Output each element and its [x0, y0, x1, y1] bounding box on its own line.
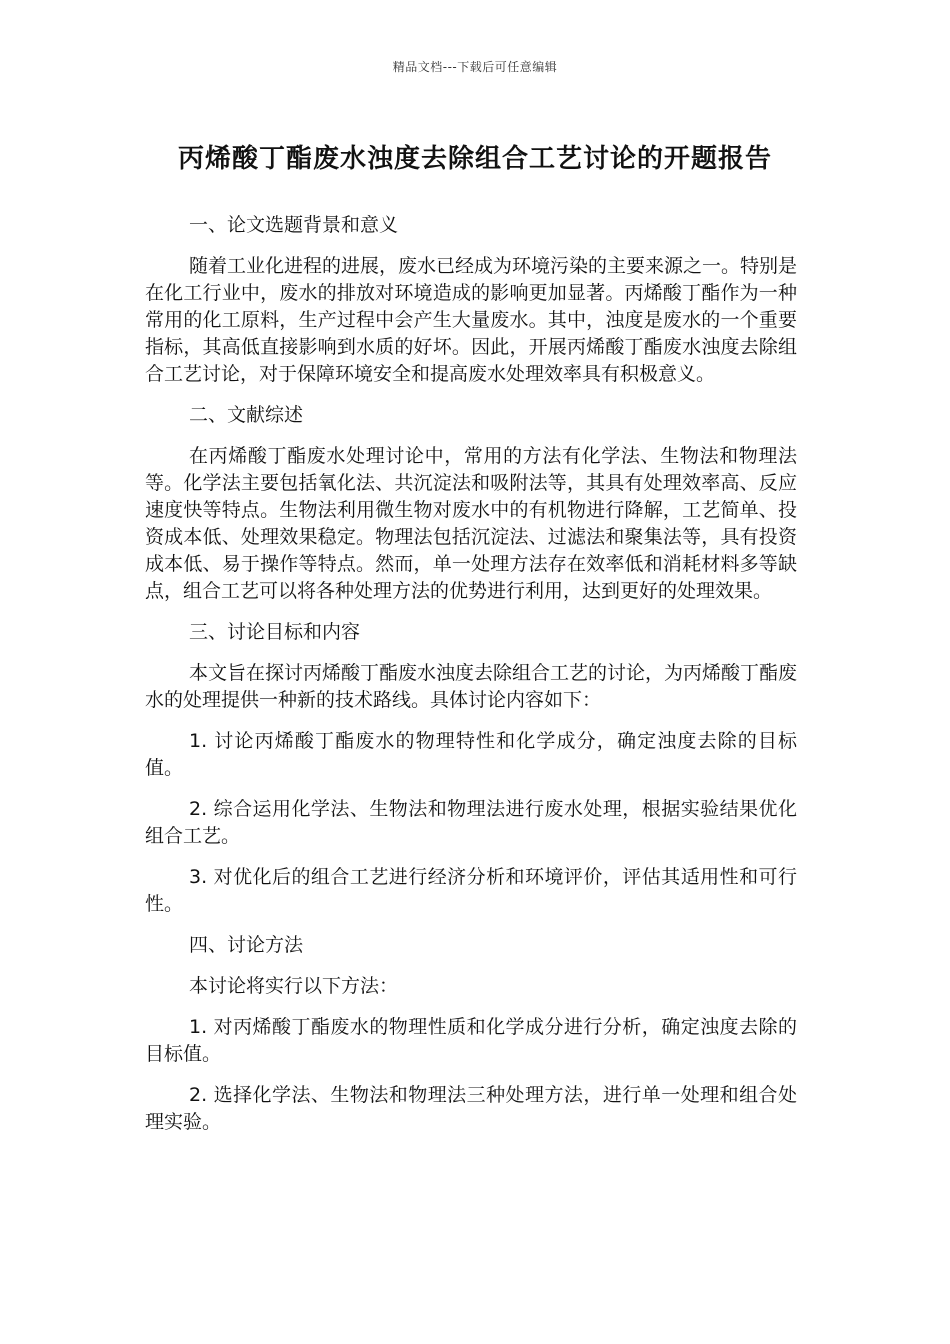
paragraph-objectives: 本文旨在探讨丙烯酸丁酯废水浊度去除组合工艺的讨论，为丙烯酸丁酯废水的处理提供一种新的技术路线。具体讨论内容如下： — [145, 662, 798, 711]
section-heading-literature: 二、文献综述 — [189, 404, 304, 426]
section-heading-background: 一、论文选题背景和意义 — [189, 214, 399, 236]
section-heading-methods: 四、讨论方法 — [189, 934, 304, 956]
list-item-objective-1: 1. 讨论丙烯酸丁酯废水的物理特性和化学成分，确定浊度去除的目标值。 — [145, 730, 797, 779]
list-item-method-1: 1. 对丙烯酸丁酯废水的物理性质和化学成分进行分析，确定浊度去除的目标值。 — [145, 1016, 797, 1065]
paragraph-methods: 本讨论将实行以下方法： — [189, 975, 399, 997]
document-title: 丙烯酸丁酯废水浊度去除组合工艺讨论的开题报告 — [177, 144, 772, 174]
list-item-method-2: 2. 选择化学法、生物法和物理法三种处理方法，进行单一处理和组合处理实验。 — [145, 1084, 797, 1133]
list-item-objective-2: 2. 综合运用化学法、生物法和物理法进行废水处理，根据实验结果优化组合工艺。 — [145, 798, 797, 847]
paragraph-literature: 在丙烯酸丁酯废水处理讨论中，常用的方法有化学法、生物法和物理法等。化学法主要包括氧化法、共沉淀法和吸附法等，其具有处理效率高、反应速度快等特点。生物法利用微生物对废水中的有机物进行降解，工艺简单、投资成本低、处理效果稳定。物理法包括沉淀法、过滤法和聚集法等，具有投资成本低、易于操作等特点。然而，单一处理方法存在效率低和消耗材料多等缺点，组合工艺可以将各种处理方法的优势进行利用，达到更好的处理效果。 — [145, 445, 797, 602]
header-note: 精品文档---下载后可任意编辑 — [392, 60, 558, 74]
section-heading-objectives: 三、讨论目标和内容 — [189, 621, 361, 643]
list-item-objective-3: 3. 对优化后的组合工艺进行经济分析和环境评价，评估其适用性和可行性。 — [145, 866, 797, 915]
paragraph-background: 随着工业化进程的进展，废水已经成为环境污染的主要来源之一。特别是在化工行业中，废水的排放对环境造成的影响更加显著。丙烯酸丁酯作为一种常用的化工原料，生产过程中会产生大量废水。其中，浊度是废水的一个重要指标，其高低直接影响到水质的好坏。因此，开展丙烯酸丁酯废水浊度去除组合工艺讨论，对于保障环境安全和提高废水处理效率具有积极意义。 — [145, 255, 798, 385]
document-body — [145, 212, 797, 1150]
